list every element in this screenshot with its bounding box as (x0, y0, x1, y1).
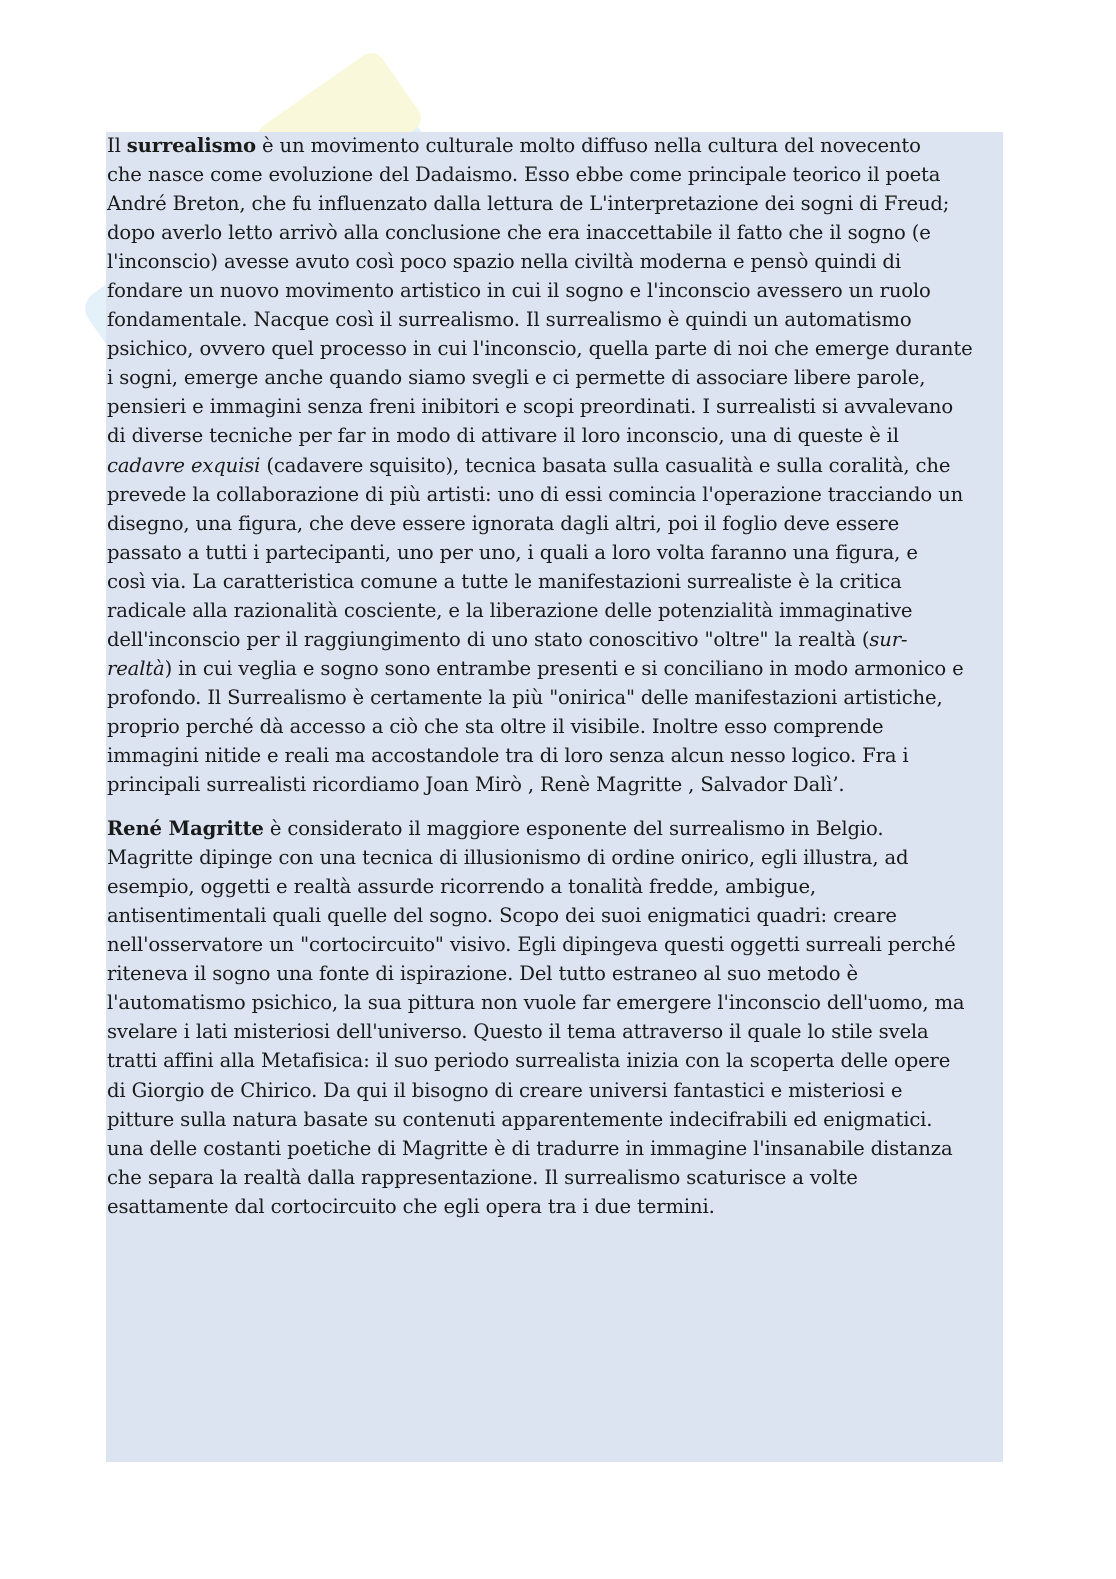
text-run: riteneva il sogno una fonte di ispirazione. Del tutto estraneo al suo metodo è (107, 962, 858, 986)
italic-term: sur- (869, 627, 908, 651)
text-run: dell'inconscio per il raggiungimento di uno stato conoscitivo "oltre" la realtà ( (107, 627, 870, 651)
text-run: l'automatismo psichico, la sua pittura non vuole far emergere l'inconscio dell'uomo, ma (107, 991, 965, 1015)
text-run: proprio perché dà accesso a ciò che sta oltre il visibile. Inoltre esso comprende (107, 714, 884, 738)
text-line (107, 363, 1007, 392)
text-line (107, 1046, 1007, 1075)
text-run: che nasce come evoluzione del Dadaismo. Esso ebbe come principale teorico il poeta (107, 163, 941, 187)
text-line (107, 509, 1007, 538)
text-run: profondo. Il Surrealismo è certamente la più "onirica" delle manifestazioni artistiche, (107, 685, 943, 709)
text-run: è un movimento culturale molto diffuso nella cultura del novecento (255, 134, 921, 157)
text-line (107, 872, 1007, 901)
text-run: nell'osservatore un "cortocircuito" visivo. Egli dipingeva questi oggetti surreali perché (107, 933, 956, 957)
paragraph-magritte (107, 814, 1007, 1221)
text-line (107, 1105, 1007, 1134)
text-run: i sogni, emerge anche quando siamo svegli e ci permette di associare libere parole, (107, 366, 926, 390)
text-run: fondamentale. Nacque così il surrealismo. Il surrealismo è quindi un automatismo (107, 308, 912, 332)
text-line (107, 218, 1007, 247)
text-line (107, 930, 1007, 959)
text-run: (cadavere squisito), tecnica basata sulla casualità e sulla coralità, che (260, 453, 951, 477)
text-line (107, 189, 1007, 218)
text-line (107, 1134, 1007, 1163)
text-line (107, 480, 1007, 509)
text-line (107, 741, 1007, 770)
text-line (107, 276, 1007, 305)
text-line (107, 334, 1007, 363)
text-line (107, 843, 1007, 872)
text-line (107, 654, 1007, 683)
text-run: che separa la realtà dalla rappresentazione. Il surrealismo scaturisce a volte (107, 1165, 858, 1189)
text-run: di diverse tecniche per far in modo di attivare il loro inconscio, una di queste è il (107, 424, 899, 448)
text-run: tratti affini alla Metafisica: il suo periodo surrealista inizia con la scoperta delle opere (107, 1049, 951, 1073)
text-line (107, 901, 1007, 930)
text-line (107, 247, 1007, 276)
text-line (107, 712, 1007, 741)
text-run: pitture sulla natura basate su contenuti apparentemente indecifrabili ed enigmatici. (107, 1107, 933, 1131)
text-line (107, 131, 1007, 160)
text-line (107, 988, 1007, 1017)
text-run: pensieri e immagini senza freni inibitori e scopi preordinati. I surrealisti si avvalevano (107, 395, 953, 419)
document-body (107, 131, 1007, 1221)
paragraph-surrealismo (107, 131, 1007, 799)
text-run: André Breton, che fu influenzato dalla lettura de L'interpretazione dei sogni di Freud; (107, 192, 950, 216)
text-run: dopo averlo letto arrivò alla conclusione che era inaccettabile il fatto che il sogno (e (107, 221, 931, 245)
text-line (107, 683, 1007, 712)
text-line (107, 160, 1007, 189)
text-run: principali surrealisti ricordiamo Joan Mirò , Renè Magritte , Salvador Dalì’. (107, 773, 845, 797)
text-line (107, 596, 1007, 625)
text-run: passato a tutti i partecipanti, uno per uno, i quali a loro volta faranno una figura, e (107, 540, 918, 564)
text-run: psichico, ovvero quel processo in cui l'inconscio, quella parte di noi che emerge durante (107, 337, 973, 361)
text-run: esattamente dal cortocircuito che egli opera tra i due termini. (107, 1194, 715, 1218)
text-run: Magritte dipinge con una tecnica di illusionismo di ordine onirico, egli illustra, ad (107, 846, 909, 870)
text-line (107, 1076, 1007, 1105)
text-line (107, 451, 1007, 480)
bold-term: René Magritte (107, 817, 264, 841)
text-line (107, 567, 1007, 596)
text-line (107, 305, 1007, 334)
text-run: svelare i lati misteriosi dell'universo. Questo il tema attraverso il quale lo stile svela (107, 1020, 929, 1044)
text-line (107, 814, 1007, 843)
text-line (107, 1163, 1007, 1192)
text-line (107, 538, 1007, 567)
text-run: prevede la collaborazione di più artisti: uno di essi comincia l'operazione tracciando un (107, 482, 964, 506)
text-run: l'inconscio) avesse avuto così poco spazio nella civiltà moderna e pensò quindi di (107, 250, 901, 274)
text-line (107, 1192, 1007, 1221)
text-line (107, 392, 1007, 421)
text-run: esempio, oggetti e realtà assurde ricorrendo a tonalità fredde, ambigue, (107, 875, 816, 899)
text-line (107, 770, 1007, 799)
bold-term: surrealismo (126, 134, 256, 157)
text-run: una delle costanti poetiche di Magritte è di tradurre in immagine l'insanabile distanza (107, 1136, 953, 1160)
text-run: fondare un nuovo movimento artistico in cui il sogno e l'inconscio avessero un ruolo (107, 279, 931, 303)
text-run: di Giorgio de Chirico. Da qui il bisogno di creare universi fantastici e misteriosi e (107, 1078, 903, 1102)
text-run: radicale alla razionalità cosciente, e la liberazione delle potenzialità immaginative (107, 598, 913, 622)
text-run: Il (107, 134, 127, 157)
text-line (107, 421, 1007, 450)
text-line (107, 625, 1007, 654)
text-run: così via. La caratteristica comune a tutte le manifestazioni surrealiste è la critica (107, 569, 902, 593)
text-run: disegno, una figura, che deve essere ignorata dagli altri, poi il foglio deve essere (107, 511, 900, 535)
text-run: immagini nitide e reali ma accostandole tra di loro senza alcun nesso logico. Fra i (107, 743, 909, 767)
text-line (107, 1017, 1007, 1046)
text-run: antisentimentali quali quelle del sogno. Scopo dei suoi enigmatici quadri: creare (107, 904, 897, 928)
italic-term: realtà (107, 656, 165, 680)
italic-term: cadavre exquisi (107, 453, 261, 477)
text-run: ) in cui veglia e sogno sono entrambe presenti e si conciliano in modo armonico e (164, 656, 964, 680)
text-line (107, 959, 1007, 988)
text-run: è considerato il maggiore esponente del surrealismo in Belgio. (263, 817, 884, 841)
